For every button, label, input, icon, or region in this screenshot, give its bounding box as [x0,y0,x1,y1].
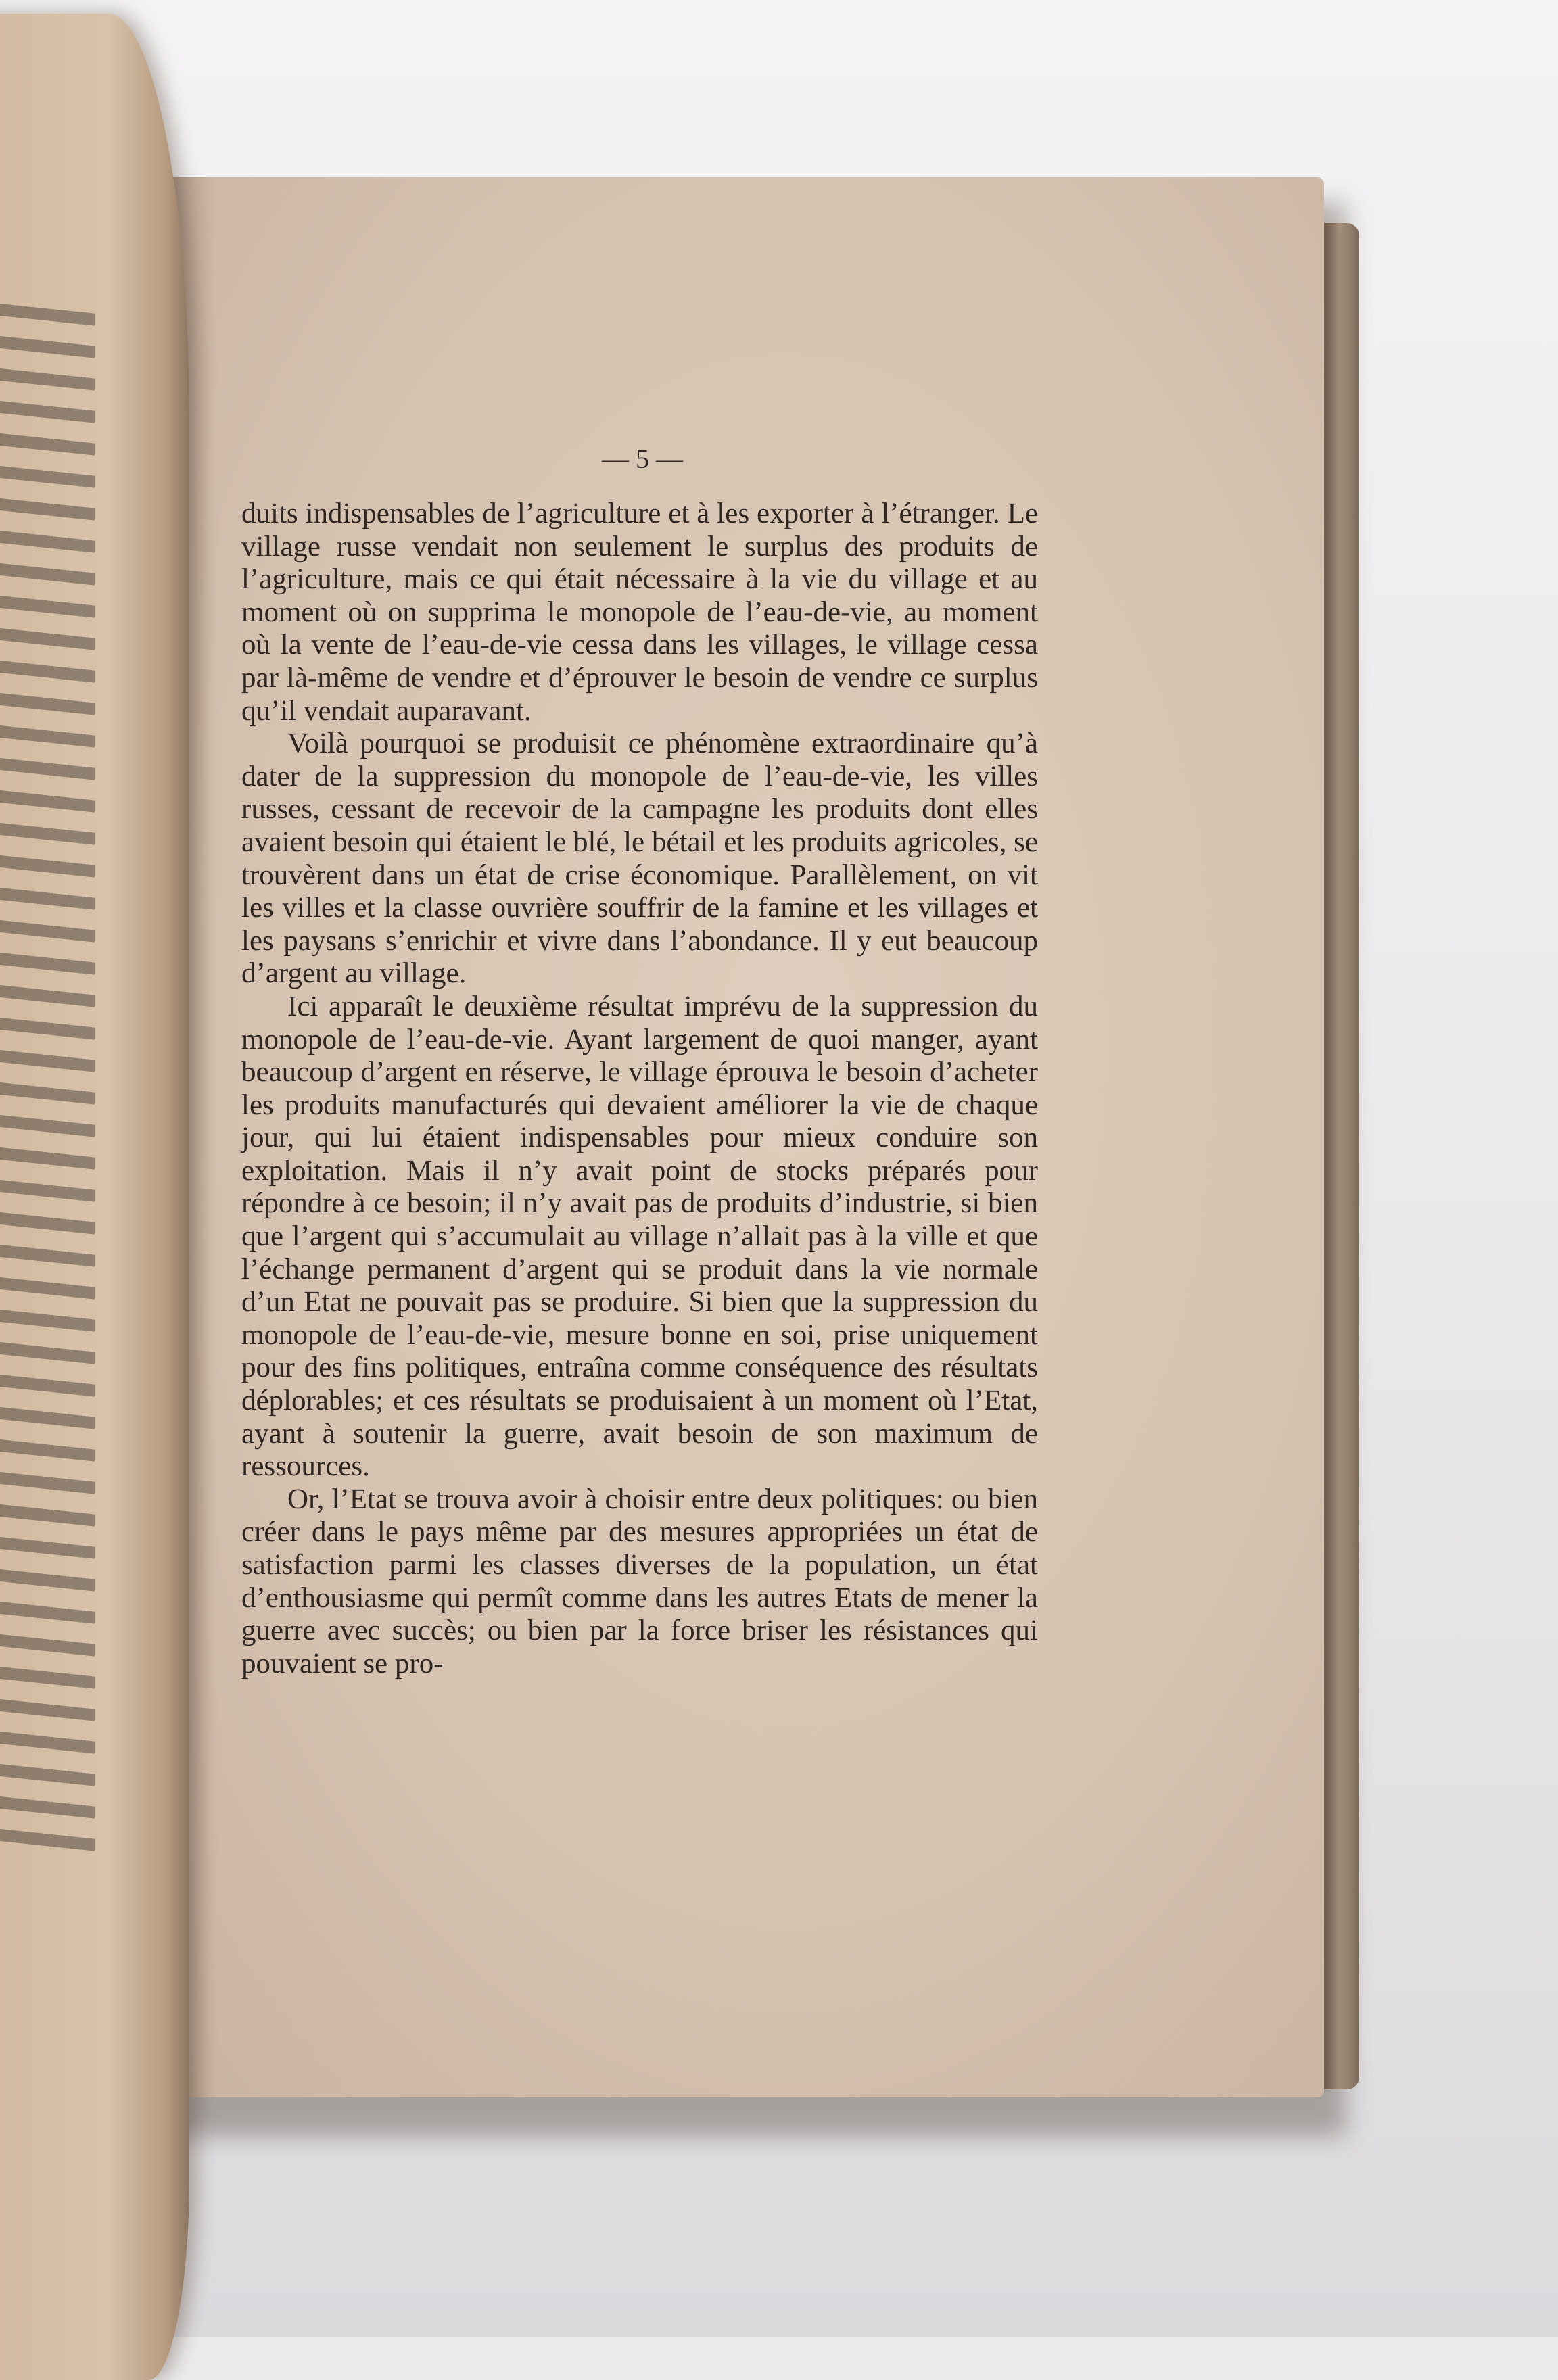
left-page-curl [0,14,189,2380]
page-number: — 5 — [602,444,683,474]
paragraph: Or, l’Etat se trouva avoir à choisir entre deux politiques: ou bien créer dans le pays même par des mesures appropriées un état de satisfaction parmi les classes diverses de la population, un état d’enthousiasme qui permît comme dans les autres Etats de mener la guerre avec succès; ou bien par la force briser les résistances qui pouvaient se pro- [241,1483,1038,1680]
left-page-text-lines [0,295,95,1868]
page-body [241,498,1038,1680]
paragraph: Voilà pourquoi se produisit ce phénomène extraordinaire qu’à dater de la suppression du monopole de l’eau-de-vie, les villes russes, cessant de recevoir de la campagne les produits dont elles avaient besoin qui étaient le blé, le bétail et les produits agricoles, se trouvèrent dans un état de crise économique. Parallèlement, on vit les villes et la classe ouvrière souffrir de la famine et les villages et les paysans s’enrichir et vivre dans l’abondance. Il y eut beaucoup d’argent au village. [241,728,1038,990]
paragraph: duits indispensables de l’agriculture et à les exporter à l’étranger. Le village russe vendait non seulement le surplus des produits de l’agriculture, mais ce qui était nécessaire à la vie du village et au moment où on supprima le monopole de l’eau-de-vie, au moment où la vente de l’eau-de-vie cessa dans les villages, le village cessa par là-même de vendre et d’éprouver le besoin de vendre ce surplus qu’il vendait auparavant. [241,498,1038,727]
paragraph: Ici apparaît le deuxième résultat imprévu de la suppression du monopole de l’eau-de-vie. Ayant largement de quoi manger, ayant beaucoup d’argent en réserve, le village éprouva le besoin d’acheter les produits manufacturés qui devaient améliorer la vie de chaque jour, qui lui étaient indispensables pour mieux conduire son exploitation. Mais il n’y avait point de stocks préparés pour répondre à ce besoin; il n’y avait pas de produits d’industrie, si bien que l’argent qui s’accumulait au village n’allait pas à la ville et que l’échange permanent d’argent qui se produit dans la vie normale d’un Etat ne pouvait pas se produire. Si bien que la suppression du monopole de l’eau-de-vie, mesure bonne en soi, prise uniquement pour des fins politiques, entraîna comme conséquence des résultats déplorables; et ces résultats se produisaient à un moment où l’Etat, ayant à soutenir la guerre, avait besoin de son maximum de ressources. [241,990,1038,1483]
